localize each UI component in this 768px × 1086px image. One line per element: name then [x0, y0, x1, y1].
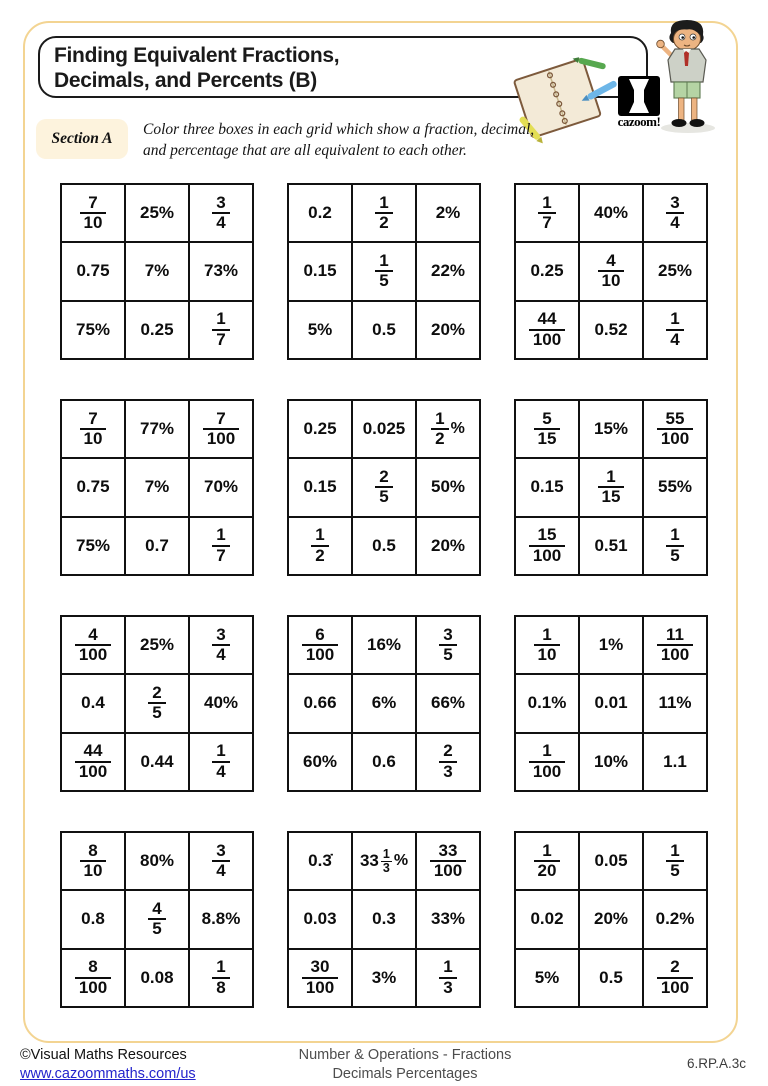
fraction: $\frac{7}{10}$: [80, 194, 107, 233]
grid-cell[interactable]: [579, 458, 643, 516]
grid-cell[interactable]: 0.15: [288, 458, 352, 516]
grid-cell[interactable]: [189, 184, 253, 242]
grid-cell[interactable]: 0.15: [515, 458, 579, 516]
grid-cell[interactable]: 0.25: [515, 242, 579, 300]
grid-cell[interactable]: [515, 301, 579, 359]
grid-cell[interactable]: $\frac{1}{2}$ %: [416, 400, 480, 458]
grid-cell[interactable]: 0.75: [61, 458, 125, 516]
page-title: [54, 43, 339, 93]
grid-cell[interactable]: 20%: [416, 301, 480, 359]
instructions-line1: Color three boxes in each grid which show a fraction, decimal,: [143, 121, 535, 138]
fraction: $\frac{2}{5}$: [375, 468, 392, 507]
grid-cell[interactable]: 3%: [352, 949, 416, 1007]
grid-cell[interactable]: [189, 949, 253, 1007]
grid-cell[interactable]: [352, 458, 416, 516]
grid-cell[interactable]: 0.025: [352, 400, 416, 458]
grid-10: [60, 831, 254, 1008]
grid-cell[interactable]: 7%: [125, 458, 189, 516]
grid-cell[interactable]: 0.03: [288, 890, 352, 948]
fraction: $\frac{1}{20}$: [534, 842, 561, 881]
grid-7: [60, 615, 254, 792]
grid-cell[interactable]: 66%: [416, 674, 480, 732]
grid-cell[interactable]: [61, 616, 125, 674]
grid-cell[interactable]: 70%: [189, 458, 253, 516]
fraction: $\frac{1}{8}$: [212, 958, 229, 997]
grid-cell[interactable]: [643, 517, 707, 575]
grid-cell[interactable]: 2%: [416, 184, 480, 242]
grid-cell[interactable]: 6%: [352, 674, 416, 732]
copyright-text: ©Visual Maths Resources: [20, 1047, 187, 1063]
footer-topic: [278, 1046, 532, 1084]
grid-cell[interactable]: 0.4: [61, 674, 125, 732]
grid-cell[interactable]: [643, 301, 707, 359]
grid-cell[interactable]: 0.25: [125, 301, 189, 359]
fraction: $\frac{11}{100}$: [657, 626, 693, 665]
grid-cell[interactable]: [288, 517, 352, 575]
grid-cell[interactable]: [61, 400, 125, 458]
grid-cell[interactable]: 0.51: [579, 517, 643, 575]
fraction: $\frac{2}{100}$: [657, 958, 693, 997]
fraction: $\frac{4}{10}$: [598, 252, 625, 291]
grid-cell[interactable]: 5%: [515, 949, 579, 1007]
grid-12: [514, 831, 708, 1008]
grid-cell[interactable]: [416, 733, 480, 791]
page-title-line2: Decimals, and Percents (B): [54, 69, 317, 92]
fraction: $\frac{1}{2}$: [375, 194, 392, 233]
fraction: $\frac{8}{100}$: [75, 958, 111, 997]
grid-cell[interactable]: 0.5: [352, 517, 416, 575]
grid-cell[interactable]: [515, 832, 579, 890]
fraction: $\frac{1}{5}$: [666, 526, 683, 565]
grid-cell[interactable]: [125, 890, 189, 948]
fraction: $\frac{2}{3}$: [439, 742, 456, 781]
fraction: $\frac{1}{10}$: [534, 626, 561, 665]
grid-cell[interactable]: 0.3̇: [288, 832, 352, 890]
fraction: $\frac{1}{4}$: [666, 310, 683, 349]
fraction: $\frac{55}{100}$: [657, 410, 693, 449]
grid-cell[interactable]: 80%: [125, 832, 189, 890]
grid-cell[interactable]: [416, 832, 480, 890]
grid-cell[interactable]: [288, 616, 352, 674]
grid-cell[interactable]: 15%: [579, 400, 643, 458]
fraction: $\frac{5}{15}$: [534, 410, 561, 449]
footer-left: [20, 1046, 196, 1084]
grid-cell[interactable]: 20%: [416, 517, 480, 575]
grid-cell[interactable]: [515, 616, 579, 674]
fraction: $\frac{1}{3}$: [439, 958, 456, 997]
grid-cell[interactable]: [643, 616, 707, 674]
grid-cell[interactable]: [189, 400, 253, 458]
fraction: $\frac{30}{100}$: [302, 958, 338, 997]
grid-cell[interactable]: [189, 517, 253, 575]
grid-cell[interactable]: 40%: [579, 184, 643, 242]
fraction: $\frac{8}{10}$: [80, 842, 107, 881]
grid-cell[interactable]: [643, 949, 707, 1007]
page-title-line1: Finding Equivalent Fractions,: [54, 44, 340, 67]
grid-9: [514, 615, 708, 792]
grid-cell[interactable]: [643, 400, 707, 458]
grid-cell[interactable]: 75%: [61, 517, 125, 575]
fraction: $\frac{1}{7}$: [212, 526, 229, 565]
grid-cell[interactable]: [416, 949, 480, 1007]
grid-cell[interactable]: [352, 242, 416, 300]
grid-cell[interactable]: 0.25: [288, 400, 352, 458]
grid-cell[interactable]: 5%: [288, 301, 352, 359]
grid-cell[interactable]: [579, 242, 643, 300]
grid-cell[interactable]: 0.05: [579, 832, 643, 890]
fraction: $\frac{1}{5}$: [375, 252, 392, 291]
fraction: $\frac{4}{5}$: [148, 900, 165, 939]
grid-cell[interactable]: 0.6: [352, 733, 416, 791]
grid-cell[interactable]: [189, 832, 253, 890]
grid-cell[interactable]: [643, 184, 707, 242]
grid-4: [60, 399, 254, 576]
grid-cell[interactable]: 0.66: [288, 674, 352, 732]
answer-grids: [60, 183, 708, 1008]
grid-cell[interactable]: [189, 616, 253, 674]
grid-cell[interactable]: 0.02: [515, 890, 579, 948]
fraction: $\frac{15}{100}$: [529, 526, 565, 565]
fraction: $\frac{1}{15}$: [598, 468, 625, 507]
fraction: $\frac{33}{100}$: [430, 842, 466, 881]
grid-cell[interactable]: [515, 400, 579, 458]
grid-cell[interactable]: [643, 832, 707, 890]
grid-6: [514, 399, 708, 576]
footer-topic-line2: Decimals Percentages: [332, 1066, 478, 1082]
grid-cell[interactable]: 20%: [579, 890, 643, 948]
grid-cell[interactable]: [189, 301, 253, 359]
grid-cell[interactable]: 1%: [579, 616, 643, 674]
grid-cell[interactable]: 0.7: [125, 517, 189, 575]
fraction: $\frac{1}{2}$: [311, 526, 328, 565]
grid-cell[interactable]: 33 $\frac{1}{3}$ %: [352, 832, 416, 890]
grid-cell[interactable]: 16%: [352, 616, 416, 674]
standard-code: 6.RP.A.3c: [686, 1056, 746, 1071]
fraction: $\frac{3}{5}$: [439, 626, 456, 665]
grid-cell[interactable]: 0.15: [288, 242, 352, 300]
grid-cell[interactable]: 0.75: [61, 242, 125, 300]
fraction: $\frac{4}{100}$: [75, 626, 111, 665]
fraction: $\frac{3}{4}$: [212, 842, 229, 881]
cazoom-website-link[interactable]: www.cazoommaths.com/us: [20, 1066, 196, 1082]
grid-cell[interactable]: [352, 184, 416, 242]
fraction: $\frac{2}{5}$: [148, 684, 165, 723]
grid-cell[interactable]: 0.2%: [643, 890, 707, 948]
grid-8: [287, 615, 481, 792]
grid-cell[interactable]: 50%: [416, 458, 480, 516]
grid-cell[interactable]: 25%: [643, 242, 707, 300]
grid-cell[interactable]: 75%: [61, 301, 125, 359]
grid-cell[interactable]: 0.01: [579, 674, 643, 732]
section-a-label: Section A: [36, 119, 128, 159]
grid-1: [60, 183, 254, 360]
grid-cell[interactable]: 25%: [125, 184, 189, 242]
grid-3: [514, 183, 708, 360]
grid-cell[interactable]: 0.8: [61, 890, 125, 948]
header-box: [38, 36, 661, 129]
grid-cell[interactable]: [416, 616, 480, 674]
grid-cell[interactable]: 60%: [288, 733, 352, 791]
grid-cell[interactable]: 0.2: [288, 184, 352, 242]
grid-cell[interactable]: [61, 949, 125, 1007]
fraction: $\frac{1}{7}$: [538, 194, 555, 233]
instructions-line2: and percentage that are all equivalent to each other.: [143, 142, 467, 159]
grid-cell[interactable]: 0.5: [579, 949, 643, 1007]
grid-cell[interactable]: 0.52: [579, 301, 643, 359]
grid-cell[interactable]: [189, 733, 253, 791]
grid-cell[interactable]: [61, 733, 125, 791]
grid-cell[interactable]: 22%: [416, 242, 480, 300]
grid-cell[interactable]: 0.3: [352, 890, 416, 948]
grid-cell[interactable]: [515, 184, 579, 242]
footer-topic-line1: Number & Operations - Fractions: [298, 1047, 512, 1063]
grid-cell[interactable]: 10%: [579, 733, 643, 791]
grid-cell[interactable]: 40%: [189, 674, 253, 732]
grid-cell[interactable]: 8.8%: [189, 890, 253, 948]
grid-cell[interactable]: [61, 184, 125, 242]
fraction: $\frac{6}{100}$: [302, 626, 338, 665]
grid-cell[interactable]: 25%: [125, 616, 189, 674]
grid-cell[interactable]: [288, 949, 352, 1007]
fraction: $\frac{44}{100}$: [529, 310, 565, 349]
grid-cell[interactable]: 0.08: [125, 949, 189, 1007]
grid-cell[interactable]: 0.5: [352, 301, 416, 359]
fraction: $\frac{3}{4}$: [212, 194, 229, 233]
fraction: $\frac{1}{2}$: [431, 410, 448, 449]
cazoom-brand-text: cazoom!: [617, 114, 661, 129]
fraction: $\frac{1}{100}$: [529, 742, 565, 781]
grid-cell[interactable]: 11%: [643, 674, 707, 732]
grid-cell[interactable]: [515, 733, 579, 791]
grid-5: [287, 399, 481, 576]
grid-11: [287, 831, 481, 1008]
grid-cell[interactable]: [61, 832, 125, 890]
grid-cell[interactable]: 0.1%: [515, 674, 579, 732]
grid-2: [287, 183, 481, 360]
grid-cell[interactable]: 55%: [643, 458, 707, 516]
fraction: $\frac{1}{7}$: [212, 310, 229, 349]
fraction: $\frac{7}{100}$: [203, 410, 239, 449]
boy-illustration: [650, 18, 724, 134]
instructions-text: [143, 119, 613, 161]
fraction: $\frac{1}{4}$: [212, 742, 229, 781]
fraction: $\frac{44}{100}$: [75, 742, 111, 781]
grid-cell[interactable]: [515, 517, 579, 575]
grid-cell[interactable]: 0.44: [125, 733, 189, 791]
fraction: $\frac{7}{10}$: [80, 410, 107, 449]
fraction: $\frac{1}{5}$: [666, 842, 683, 881]
grid-cell[interactable]: 33%: [416, 890, 480, 948]
grid-cell[interactable]: 73%: [189, 242, 253, 300]
grid-cell[interactable]: 1.1: [643, 733, 707, 791]
grid-cell[interactable]: 77%: [125, 400, 189, 458]
fraction: $\frac{1}{3}$: [382, 846, 390, 875]
fraction: $\frac{3}{4}$: [666, 194, 683, 233]
fraction: $\frac{3}{4}$: [212, 626, 229, 665]
grid-cell[interactable]: [125, 674, 189, 732]
grid-cell[interactable]: 7%: [125, 242, 189, 300]
